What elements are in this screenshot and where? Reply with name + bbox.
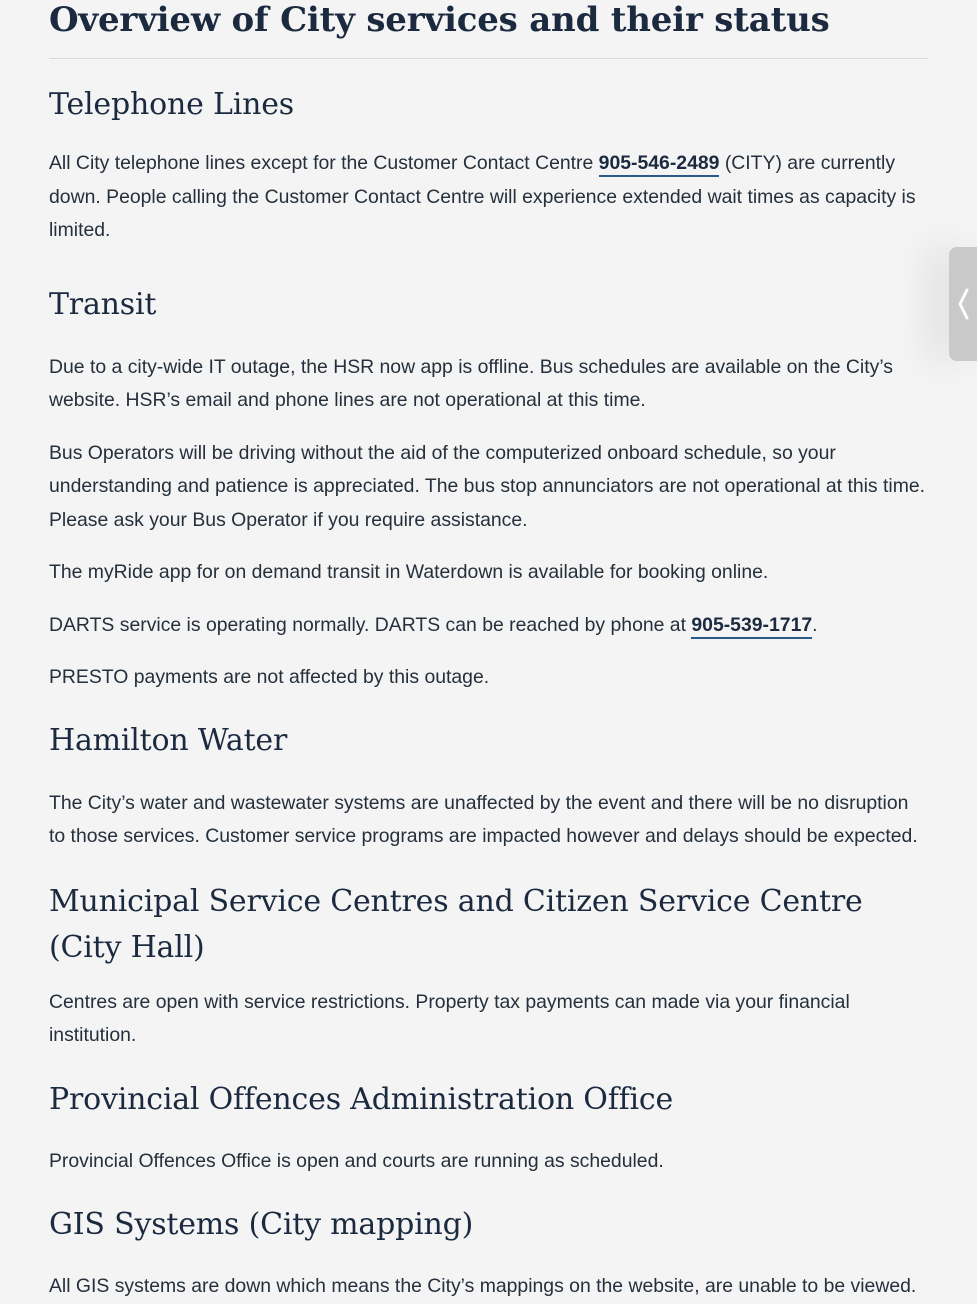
section-hamilton-water	[49, 719, 929, 854]
section-heading-water: Hamilton Water	[49, 722, 288, 758]
darts-phone-link[interactable]: 905-539-1717	[691, 614, 812, 639]
gis-paragraph: All GIS systems are down which means the City’s mappings on the website, are unable to be viewed.	[49, 1275, 917, 1297]
section-heading-telephone: Telephone Lines	[49, 87, 294, 122]
main-content	[49, 0, 929, 1304]
water-paragraph: The City’s water and wastewater systems are unaffected by the event and there will be no disruption to those services. Customer service programs are impacted however and delays should be expected.	[49, 791, 918, 847]
side-panel-toggle[interactable]	[949, 247, 977, 361]
service-centres-paragraph: Centres are open with service restrictions. Property tax payments can made via your financial institution.	[49, 990, 850, 1046]
chevron-left-icon	[956, 287, 970, 321]
transit-paragraph-1: Due to a city-wide IT outage, the HSR now app is offline. Bus schedules are available on the City’s website. HSR’s email and phone lines are not operational at this time.	[49, 355, 893, 411]
telephone-text-after: (CITY) are currently down. People calling the Customer Contact Centre will experience extended wait times as capacity is limited.	[49, 152, 916, 241]
transit-paragraph-3: The myRide app for on demand transit in Waterdown is available for booking online.	[49, 561, 769, 583]
section-heading-poa: Provincial Offences Administration Office	[49, 1081, 674, 1117]
darts-text-after: .	[812, 613, 818, 636]
page-title: Overview of City services and their status	[49, 0, 830, 40]
transit-paragraph-2: Bus Operators will be driving without the aid of the computerized onboard schedule, so your understanding and patience is appreciated. The bus stop annunciators are not operational at this time. Please ask your Bus Operator if you require assistance.	[49, 441, 926, 531]
transit-paragraph-4	[49, 609, 929, 643]
telephone-paragraph	[49, 147, 929, 248]
section-service-centres	[49, 879, 929, 1053]
poa-paragraph: Provincial Offences Office is open and courts are running as scheduled.	[49, 1149, 664, 1172]
section-telephone-lines	[49, 83, 929, 248]
section-provincial-offences	[49, 1078, 929, 1179]
telephone-text-before: All City telephone lines except for the Customer Contact Centre	[49, 152, 599, 174]
darts-text-before: DARTS service is operating normally. DARTS can be reached by phone at	[49, 613, 692, 636]
section-transit	[49, 283, 929, 695]
section-heading-gis: GIS Systems (City mapping)	[49, 1207, 474, 1242]
customer-contact-phone-link[interactable]: 905-546-2489	[599, 152, 720, 177]
section-heading-transit: Transit	[49, 286, 157, 322]
title-divider	[49, 58, 928, 59]
section-heading-service-centres: Municipal Service Centres and Citizen Service Centre (City Hall)	[49, 883, 863, 965]
transit-paragraph-5: PRESTO payments are not affected by this outage.	[49, 666, 490, 688]
section-gis-systems	[49, 1203, 929, 1304]
